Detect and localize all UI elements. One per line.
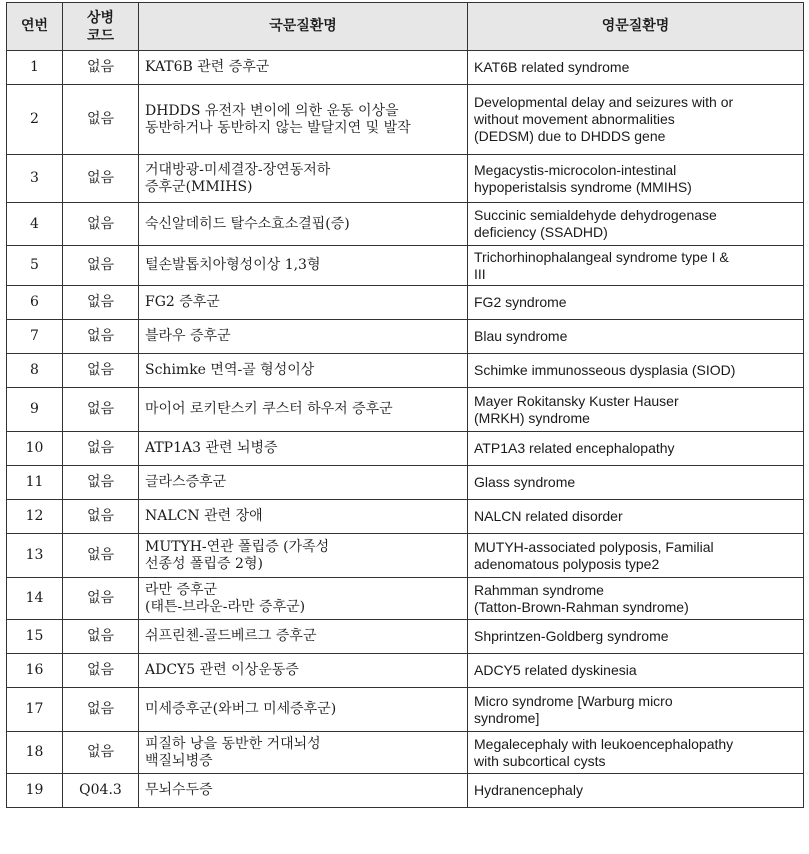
- serial-number-cell: 7: [7, 320, 63, 354]
- korean-name-line: 숙신알데히드 탈수소효소결핍(증): [145, 215, 350, 232]
- english-name-line: Micro syndrome [Warburg micro: [474, 692, 673, 709]
- disease-code-cell: 없음: [63, 466, 139, 500]
- korean-name-cell: [139, 51, 468, 85]
- english-name-cell: [468, 354, 804, 388]
- korean-name-cell: [139, 203, 468, 246]
- english-name-cell: [468, 578, 804, 620]
- disease-code-cell: 없음: [63, 654, 139, 688]
- disease-code-cell: 없음: [63, 320, 139, 354]
- disease-code-cell: Q04.3: [63, 774, 139, 808]
- disease-code-cell: 없음: [63, 85, 139, 155]
- korean-name-cell: [139, 774, 468, 808]
- english-name-line: MUTYH-associated polyposis, Familial: [474, 538, 714, 555]
- korean-name-line: ATP1A3 관련 뇌병증: [145, 440, 278, 456]
- serial-number-cell: 17: [7, 688, 63, 732]
- korean-name-cell: [139, 320, 468, 354]
- english-name-line: ATP1A3 related encephalopathy: [474, 440, 675, 456]
- serial-number-cell: 13: [7, 534, 63, 578]
- disease-code-cell: 없음: [63, 534, 139, 578]
- english-name-cell: [468, 620, 804, 654]
- english-name-line: Rahmman syndrome: [474, 581, 604, 598]
- korean-name-line: 쉬프린첸-골드베르그 증후군: [145, 628, 317, 644]
- header-code-line2: 코드: [86, 27, 115, 44]
- english-name-cell: [468, 774, 804, 808]
- table-row: [7, 320, 804, 354]
- disease-code-cell: 없음: [63, 286, 139, 320]
- korean-name-line: 털손발톱치아형성이상 1,3형: [145, 257, 321, 273]
- korean-name-line: 글라스증후군: [145, 474, 227, 490]
- korean-name-line: (태튼-브라운-라만 증후군): [145, 598, 306, 615]
- header-serial-number: 연번: [7, 3, 63, 51]
- table-row: [7, 246, 804, 286]
- english-name-line: KAT6B related syndrome: [474, 59, 630, 75]
- disease-code-cell: 없음: [63, 432, 139, 466]
- english-name-line: Schimke immunosseous dysplasia (SIOD): [474, 362, 736, 378]
- table-row: [7, 534, 804, 578]
- korean-name-cell: [139, 354, 468, 388]
- korean-name-cell: [139, 286, 468, 320]
- disease-code-cell: 없음: [63, 388, 139, 432]
- english-name-line: syndrome]: [474, 709, 540, 726]
- disease-code-cell: 없음: [63, 155, 139, 203]
- english-name-line: Megalecephaly with leukoencephalopathy: [474, 735, 734, 752]
- table-row: [7, 51, 804, 85]
- serial-number-cell: 4: [7, 203, 63, 246]
- english-name-line: Hydranencephaly: [474, 782, 583, 798]
- english-name-line: III: [474, 265, 486, 282]
- disease-table: [6, 2, 804, 808]
- table-row: [7, 354, 804, 388]
- serial-number-cell: 11: [7, 466, 63, 500]
- korean-name-cell: [139, 578, 468, 620]
- english-name-cell: [468, 246, 804, 286]
- korean-name-line: DHDDS 유전자 변이에 의한 운동 이상을: [145, 102, 399, 119]
- serial-number-cell: 18: [7, 732, 63, 774]
- table-row: [7, 466, 804, 500]
- header-row: [7, 3, 804, 51]
- english-name-line: Succinic semialdehyde dehydrogenase: [474, 207, 717, 223]
- english-name-line: deficiency (SSADHD): [474, 224, 608, 240]
- korean-name-line: 동반하거나 동반하지 않는 발달지연 및 발작: [145, 119, 411, 136]
- korean-name-line: KAT6B 관련 증후군: [145, 59, 270, 75]
- english-name-cell: [468, 432, 804, 466]
- disease-code-cell: 없음: [63, 688, 139, 732]
- korean-name-line: NALCN 관련 장애: [145, 508, 263, 524]
- serial-number-cell: 12: [7, 500, 63, 534]
- header-code-line1: 상병: [86, 9, 115, 26]
- table-row: [7, 432, 804, 466]
- table-row: [7, 774, 804, 808]
- table-row: [7, 732, 804, 774]
- disease-code-cell: 없음: [63, 578, 139, 620]
- table-row: [7, 578, 804, 620]
- english-name-line: FG2 syndrome: [474, 294, 567, 310]
- english-name-line: (DEDSM) due to DHDDS gene: [474, 128, 666, 144]
- korean-name-line: 증후군(MMIHS): [145, 178, 253, 195]
- korean-name-cell: [139, 466, 468, 500]
- table-row: [7, 85, 804, 155]
- serial-number-cell: 8: [7, 354, 63, 388]
- korean-name-line: Schimke 면역-골 형성이상: [145, 362, 315, 378]
- table-row: [7, 500, 804, 534]
- disease-code-cell: 없음: [63, 354, 139, 388]
- disease-code-cell: 없음: [63, 246, 139, 286]
- serial-number-cell: 2: [7, 85, 63, 155]
- disease-code-cell: 없음: [63, 732, 139, 774]
- english-name-cell: [468, 688, 804, 732]
- korean-name-cell: [139, 688, 468, 732]
- table-row: [7, 688, 804, 732]
- english-name-line: (MRKH) syndrome: [474, 409, 590, 426]
- english-name-line: Shprintzen-Goldberg syndrome: [474, 628, 669, 644]
- korean-name-cell: [139, 85, 468, 155]
- english-name-cell: [468, 203, 804, 246]
- english-name-line: Mayer Rokitansky Kuster Hauser: [474, 392, 679, 409]
- english-name-line: Glass syndrome: [474, 474, 576, 490]
- english-name-cell: [468, 388, 804, 432]
- english-name-cell: [468, 534, 804, 578]
- korean-name-cell: [139, 155, 468, 203]
- serial-number-cell: 15: [7, 620, 63, 654]
- table-row: [7, 203, 804, 246]
- korean-name-cell: [139, 388, 468, 432]
- english-name-line: hypoperistalsis syndrome (MMIHS): [474, 178, 692, 195]
- korean-name-line: 라만 증후군: [145, 581, 218, 598]
- table-row: [7, 286, 804, 320]
- english-name-line: without movement abnormalities: [474, 111, 675, 127]
- header-korean-name: 국문질환명: [139, 3, 468, 51]
- serial-number-cell: 10: [7, 432, 63, 466]
- table-row: [7, 388, 804, 432]
- serial-number-cell: 14: [7, 578, 63, 620]
- table-row: [7, 155, 804, 203]
- korean-name-line: 피질하 낭을 동반한 거대뇌성: [145, 735, 321, 752]
- korean-name-line: 블라우 증후군: [145, 328, 231, 344]
- korean-name-line: 선종성 폴립증 2형): [145, 555, 263, 572]
- serial-number-cell: 9: [7, 388, 63, 432]
- english-name-cell: [468, 732, 804, 774]
- english-name-cell: [468, 155, 804, 203]
- english-name-line: ADCY5 related dyskinesia: [474, 662, 637, 678]
- english-name-cell: [468, 466, 804, 500]
- english-name-line: Blau syndrome: [474, 328, 568, 344]
- header-english-name: 영문질환명: [468, 3, 804, 51]
- korean-name-cell: [139, 500, 468, 534]
- english-name-line: adenomatous polyposis type2: [474, 555, 660, 572]
- header-disease-code: [63, 3, 139, 51]
- korean-name-line: 무뇌수두증: [145, 782, 213, 798]
- table-row: [7, 654, 804, 688]
- english-name-line: (Tatton-Brown-Rahman syndrome): [474, 598, 689, 615]
- korean-name-cell: [139, 246, 468, 286]
- english-name-cell: [468, 85, 804, 155]
- serial-number-cell: 1: [7, 51, 63, 85]
- disease-code-cell: 없음: [63, 51, 139, 85]
- english-name-line: Trichorhinophalangeal syndrome type I &: [474, 248, 729, 265]
- english-name-cell: [468, 51, 804, 85]
- serial-number-cell: 6: [7, 286, 63, 320]
- english-name-cell: [468, 654, 804, 688]
- english-name-line: Megacystis-microcolon-intestinal: [474, 161, 677, 178]
- serial-number-cell: 19: [7, 774, 63, 808]
- english-name-cell: [468, 500, 804, 534]
- table-row: [7, 620, 804, 654]
- korean-name-line: 백질뇌병증: [145, 752, 213, 769]
- table-body: [7, 51, 804, 808]
- serial-number-cell: 16: [7, 654, 63, 688]
- korean-name-line: ADCY5 관련 이상운동증: [145, 662, 299, 678]
- korean-name-line: 마이어 로키탄스키 쿠스터 하우저 증후군: [145, 401, 393, 417]
- english-name-cell: [468, 320, 804, 354]
- korean-name-line: FG2 증후군: [145, 294, 220, 310]
- korean-name-cell: [139, 732, 468, 774]
- english-name-line: NALCN related disorder: [474, 508, 623, 524]
- korean-name-line: MUTYH-연관 폴립증 (가족성: [145, 538, 330, 555]
- serial-number-cell: 5: [7, 246, 63, 286]
- korean-name-line: 거대방광-미세결장-장연동저하: [145, 161, 331, 178]
- english-name-line: Developmental delay and seizures with or: [474, 94, 734, 110]
- korean-name-line: 미세증후군(와버그 미세증후군): [145, 701, 337, 717]
- english-name-line: with subcortical cysts: [474, 752, 606, 769]
- disease-code-cell: 없음: [63, 203, 139, 246]
- korean-name-cell: [139, 620, 468, 654]
- disease-code-cell: 없음: [63, 500, 139, 534]
- korean-name-cell: [139, 534, 468, 578]
- english-name-cell: [468, 286, 804, 320]
- korean-name-cell: [139, 432, 468, 466]
- disease-code-cell: 없음: [63, 620, 139, 654]
- korean-name-cell: [139, 654, 468, 688]
- serial-number-cell: 3: [7, 155, 63, 203]
